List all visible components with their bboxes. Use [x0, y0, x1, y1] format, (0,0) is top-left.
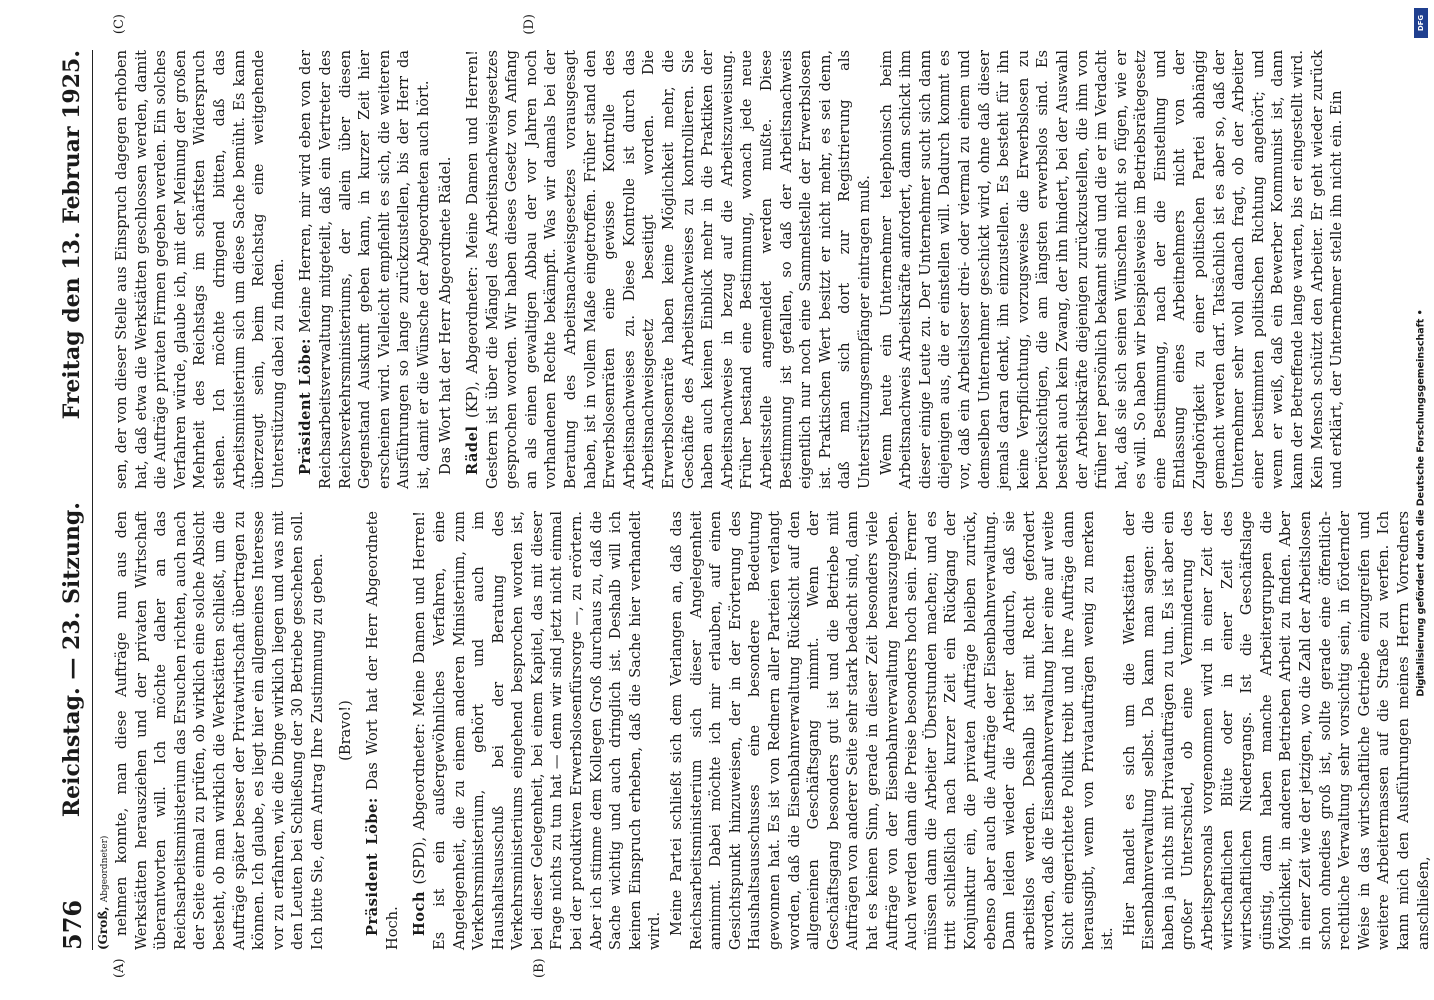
speaker-continuation-name: (Groß,: [96, 906, 110, 950]
speaker-paragraph: [363, 511, 402, 950]
applause-note: (Bravo!): [336, 700, 354, 761]
margin-marker-b: (B): [532, 958, 547, 978]
digitization-credit-text: Digitalisierung gefördert durch die Deutsche Forschungsgemeinschaft •: [1415, 309, 1427, 697]
body-paragraph: nehmen konnte, man diese Aufträge nun aus den Werkstätten herausziehen und der privaten Wirtschaft überantworten will. Ich möchte daher an das Reichsarbeitsministerium das Ersuchen richten, auch nach der Seite einmal zu prüfen, ob wirklich eine solche Absicht besteht, ob man wirklich die Werkstätten schließt, um die Aufträge später besser der Privatwirtschaft übertragen zu können. Ich glaube, es liegt hier ein allgemeines Interesse vor zu erfahren, wie die Dinge wirklich liegen und was mit den Leuten bei Schließung der 30 Betriebe geschehen soll. Ich bitte Sie, dem Antrag Ihre Zustimmung zu geben.: [113, 511, 326, 950]
speaker-paragraph: [410, 511, 665, 950]
speaker-name: Präsident Löbe:: [297, 338, 315, 475]
running-head: [52, 50, 93, 950]
speaker-continuation: [96, 836, 110, 950]
speaker-name: Hoch: [411, 890, 429, 936]
digitization-credit: [1410, 8, 1432, 998]
speaker-text: Meine Herren, mir wird eben von der Reichsarbeitsverwaltung mitgeteilt, daß ein Vertreter des Reichsverkehrsministeriums, der allein über diesen Gegenstand Auskunft geben kann, in kurzer Zeit hier erscheinen wird. Vielleicht empfiehlt es sich, die weiteren Ausführungen so lange zurückzustellen, bis der Herr da ist, damit er die Wünsche der Abgeordneten auch hört.: [297, 49, 432, 489]
body-paragraph: Das Wort hat der Herr Abgeordnete Rädel.: [436, 156, 454, 475]
page-number: 576: [57, 899, 87, 950]
margin-marker-a: (A): [112, 958, 127, 978]
left-running-title: Reichstag. — 23. Sitzung.: [59, 502, 85, 818]
speaker-text: (SPD), Abgeordneter: Meine Damen und Herren! Es ist ein außergewöhnliches Verfahren, eine Angelegenheit, die zu einem anderen Ministerium, zum Verkehrsministerium, gehört und auch im Haushaltsausschuß bei der Beratung des Verkehrsministeriums eingehend besprochen worden ist, bei dieser Gelegenheit, bei einem Kapitel, das mit dieser Frage nichts zu tun hat — denn wir sind jetzt nicht einmal bei der produktiven Erwerbslosenfürsorge —, zu erörtern. Aber ich stimme dem Kollegen Groß durchaus zu, daß die Sache wichtig und auch dringlich ist. Deshalb will ich keinen Einspruch erheben, daß die Sache hier verhandelt wird.: [411, 510, 664, 950]
right-running-title: Freitag den 13. Februar 1925.: [59, 50, 85, 420]
speaker-text: (KP), Abgeordneter: Meine Damen und Herren! Gestern ist über die Mängel des Arbeitsnachweisgesetzes gesprochen worden. Wir haben dieses Gesetz von Anfang an als einen gewaltigen Abbau der vor Jahren noch vorhandenen Rechte bekämpft. Was wir damals bei der Beratung des Arbeitsnachweisgesetzes vorausgesagt haben, ist in vollem Maße eingetroffen. Früher stand den Erwerbslosenräten eine gewisse Kontrolle des Arbeitsnachweises zu. Diese Kontrolle ist durch das Arbeitsnachweisgesetz beseitigt worden. Die Erwerbslosenräte haben keine Möglichkeit mehr, die Geschäfte des Arbeitsnachweises zu kontrollieren. Sie haben auch keinen Einblick mehr in die Praktiken der Arbeitsnachweise in bezug auf die Arbeitszuweisung. Früher bestand eine Bestimmung, wonach jede neue Arbeitsstelle angemeldet werden mußte. Diese Bestimmung ist gefallen, so daß der Arbeitsnachweis eigentlich nur noch eine Sammelstelle der Erwerbslosen ist. Praktischen Wert besitzt er nicht mehr, es sei denn, daß man sich dort zur Registrierung als Unterstützungsempfänger eintragen muß.: [464, 49, 873, 489]
speaker-text: Das Wort hat der Herr Abgeordnete Hoch.: [364, 511, 401, 950]
body-paragraph: Hier handelt es sich um die Werkstätten der Eisenbahnverwaltung selbst. Da kann man sagen: die haben ja nichts mit Privataufträgen zu tun. Es ist aber ein großer Unterschied, ob eine Verminderung des Arbeitspersonals vorgenommen wird in einer Zeit der wirtschaftlichen Blüte oder in einer Zeit des wirtschaftlichen Niedergangs. Ist die Geschäftslage günstig, dann haben manche Arbeitergruppen die Möglichkeit, in anderen Betrieben Arbeit zu finden. Aber in einer Zeit wie der jetzigen, wo die Zahl der Arbeitslosen schon ohnedies groß ist, sollte gerade eine öffentlich-rechtliche Verwaltung sehr vorsichtig sein, in fördernder Weise in das wirtschaftliche Getriebe einzugreifen und weitere Arbeitermassen auf die Straße zu werfen. Ich kann mich den Ausführungen meines Herrn Vorredners anschließen,: [1120, 511, 1432, 950]
left-column: [112, 510, 1432, 950]
margin-marker-d: (D): [522, 14, 537, 35]
margin-marker-c: (C): [112, 14, 127, 35]
speaker-paragraph: [296, 50, 433, 489]
speaker-name: Präsident Löbe:: [364, 797, 382, 936]
speaker-continuation-role: Abgeordneter): [100, 835, 110, 903]
body-paragraph: sen, der von dieser Stelle aus Einspruch dagegen erhoben hat, daß etwa die Werkstätten geschlossen werden, damit die Aufträge privaten Firmen gegeben werden. Ein solches Verfahren würde, glaube ich, mit der Meinung der großen Mehrheit des Reichstags im schärfsten Widerspruch stehen. Ich möchte dringend bitten, daß das Arbeitsministerium sich um diese Sache bemüht. Es kann überzeugt sein, beim Reichstag eine weitgehende Unterstützung dabei zu finden.: [113, 50, 287, 489]
right-column: [112, 50, 1372, 489]
speaker-name: Rädel: [464, 425, 482, 475]
body-paragraph: Meine Partei schließt sich dem Verlangen an, daß das Reichsarbeitsministerium sich dieser Angelegenheit annimmt. Dabei möchte ich mir erlauben, auf einen Gesichtspunkt hinzuweisen, der in der Erörterung des Haushaltsausschusses eine besondere Bedeutung gewonnen hat. Es ist von Rednern aller Parteien verlangt worden, daß die Eisenbahnverwaltung Rücksicht auf den allgemeinen Geschäftsgang nimmt. Wenn der Geschäftsgang besonders gut ist und die Betriebe mit Aufträgen von anderer Seite sehr stark bedacht sind, dann hat es keinen Sinn, gerade in dieser Zeit besonders viele Aufträge von der Eisenbahnverwaltung herauszugeben. Auch werden dann die Preise besonders hoch sein. Ferner müssen dann die Arbeiter Überstunden machen; und es tritt schließlich nach kurzer Zeit ein Rückgang der Konjunktur ein, die privaten Aufträge bleiben zurück, ebenso aber auch die Aufträge der Eisenbahnverwaltung. Dann leiden wieder die Arbeiter dadurch, daß sie arbeitslos werden. Deshalb ist mit Recht gefordert worden, daß die Eisenbahnverwaltung hier eine auf weite Sicht eingerichtete Politik treibt und ihre Aufträge dann herausgibt, wenn von Privataufträgen wenig zu merken ist.: [668, 511, 1117, 950]
body-paragraph: Wenn heute ein Unternehmer telephonisch beim Arbeitsnachweis Arbeitskräfte anfordert, dann schickt ihm dieser einige Leute zu. Der Unternehmer sucht sich dann diejenigen aus, die er einstellen will. Dadurch kommt es vor, daß ein Arbeitsloser drei- oder viermal zu einem und demselben Unternehmer geschickt wird, ohne daß dieser jemals daran denkt, ihn einzustellen. Es besteht für ihn keine Verpflichtung, vorzugsweise die Erwerbslosen zu berücksichtigen, die am längsten erwerbslos sind. Es besteht auch kein Zwang, der ihn hindert, bei der Auswahl der Arbeitskräfte diejenigen zurückzustellen, die ihm von früher her persönlich bekannt sind und die er im Verdacht hat, daß sie sich seinen Wünschen nicht so fügen, wie er es will. So haben wir beispielsweise im Betriebsrätegesetz eine Bestimmung, nach der die Einstellung und Entlassung eines Arbeitnehmers nicht von der Zugehörigkeit zu einer politischen Partei abhängig gemacht werden darf. Tatsächlich ist es aber so, daß der Unternehmer sehr wohl danach fragt, ob der Arbeiter einer bestimmten politischen Richtung angehört; und wenn er weiß, daß ein Bewerber Kommunist ist, dann kann der Betreffende lange warten, bis er eingestellt wird. Kein Mensch schützt den Arbeiter. Er geht wieder zurück und erklärt, der Unternehmer stelle ihn nicht ein. Ein: [877, 50, 1346, 489]
speaker-paragraph: [463, 50, 874, 489]
dfg-logo: DFG: [1414, 8, 1428, 38]
